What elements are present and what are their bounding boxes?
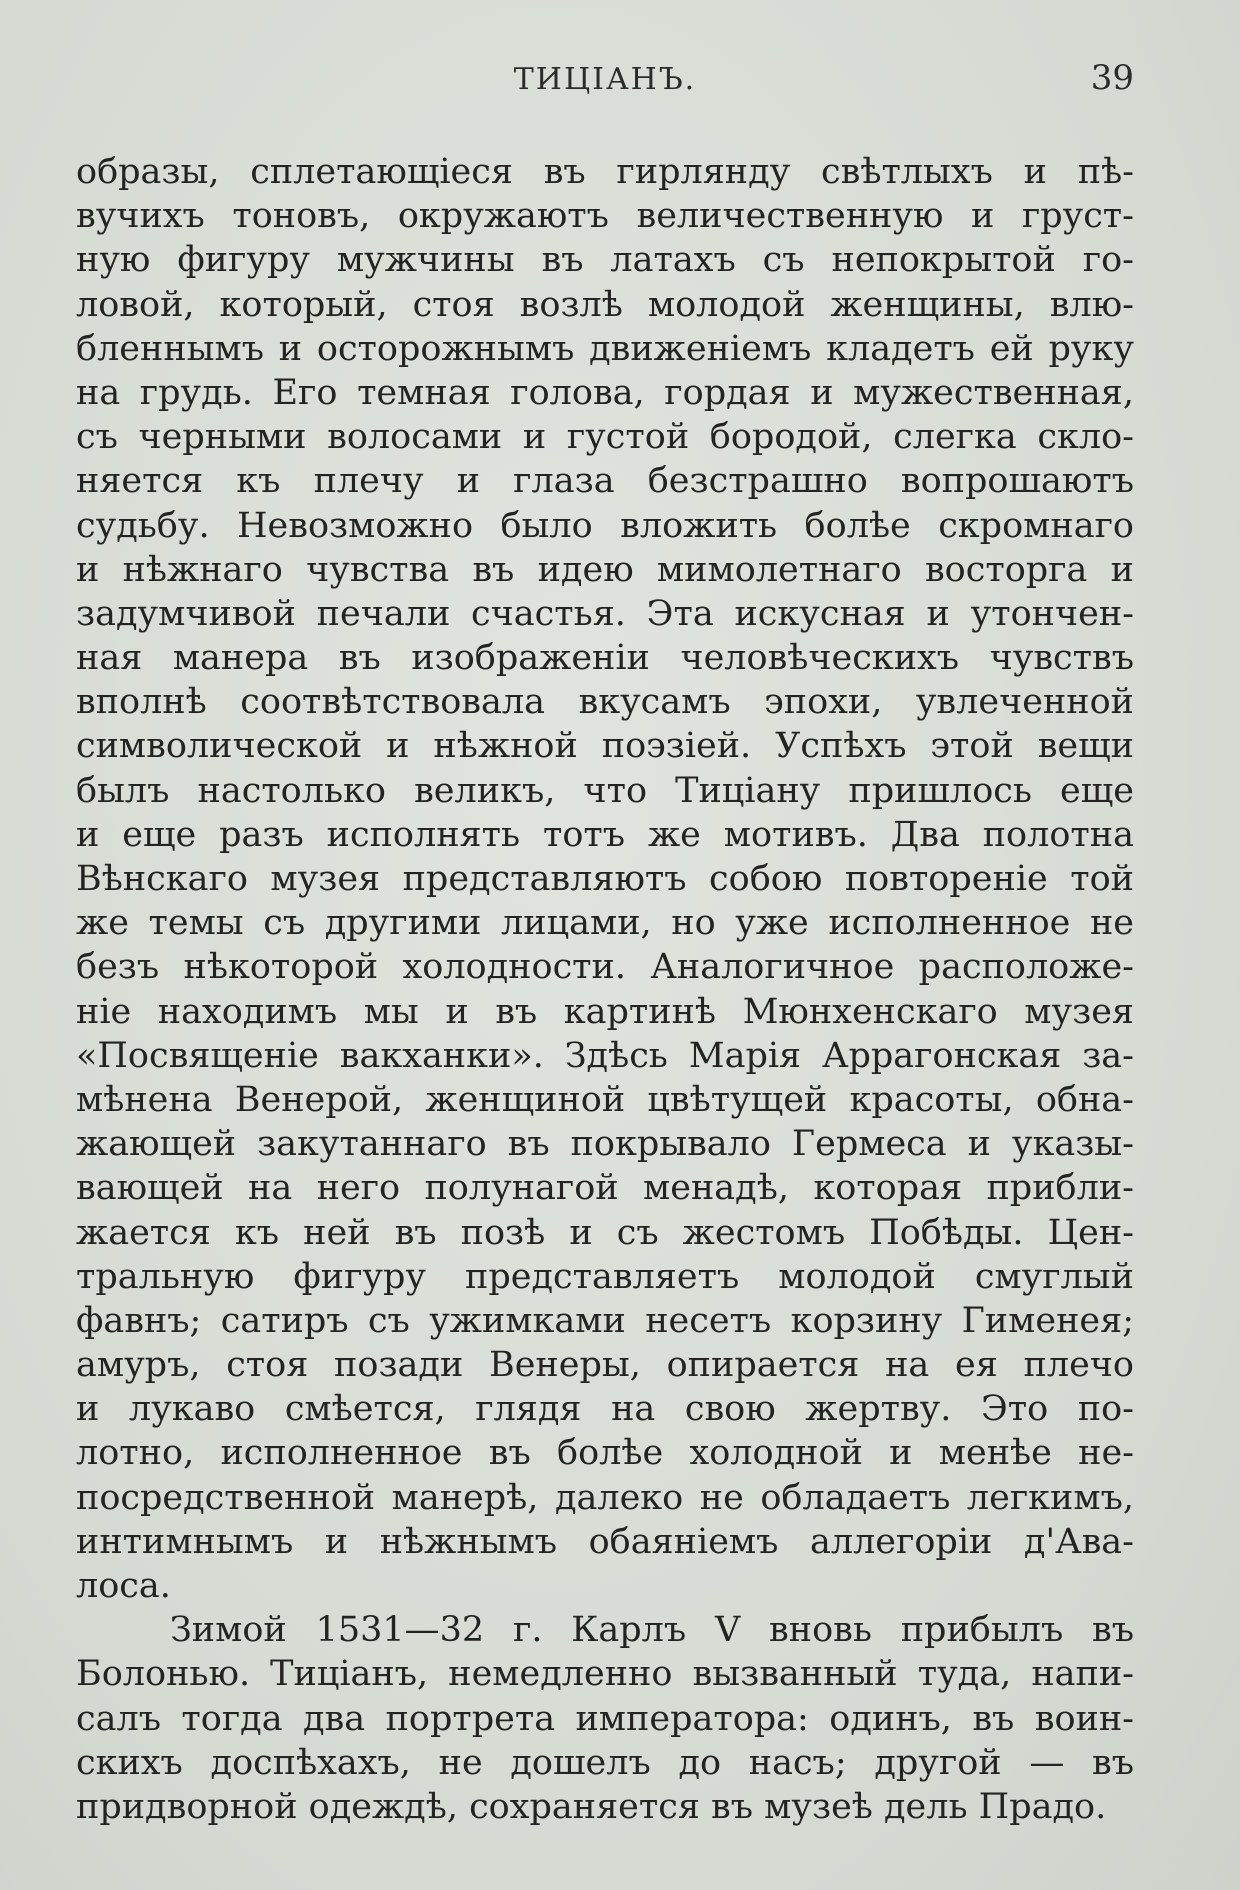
text-line: Зимой 1531—32 г. Карлъ V вновь прибылъ въ [170,1610,1134,1651]
text-line: няется къ плечу и глаза безстрашно вопрошаютъ [76,461,1134,502]
text-line: образы, сплетающiеся въ гирлянду свѣтлыхъ и пѣ- [76,152,1134,192]
text-line: жается къ ней въ позѣ и съ жестомъ Побѣды. Цен- [76,1212,1134,1253]
text-line: салъ тогда два портрета императора: одинъ, въ воин- [76,1698,1134,1739]
paragraph [76,1608,1134,1829]
text-line: ную фигуру мужчины въ латахъ съ непокрытой го- [76,240,1134,281]
text-line: ловой, который, стоя возлѣ молодой женщины, влю- [76,284,1134,325]
text-line: ная манера въ изображенiи человѣческихъ чувствъ [76,638,1134,679]
text-line: и нѣжнаго чувства въ идею мимолетнаго восторга и [76,549,1134,590]
text-line: лотно, исполненное въ болѣе холодной и менѣе не- [76,1433,1134,1474]
text-line: и еще разъ исполнять тотъ же мотивъ. Два полотна [76,814,1134,855]
text-line: судьбу. Невозможно было вложить болѣе скромнаго [76,505,1134,546]
text-line: Болонью. Тицiанъ, немедленно вызванный туда, напи- [76,1654,1134,1695]
text-line: и лукаво смѣется, глядя на свою жертву. Это по- [76,1389,1134,1430]
text-line: безъ нѣкоторой холодности. Аналогичное расположе- [76,947,1134,988]
text-line: задумчивой печали счастья. Эта искусная и утончен- [76,593,1134,634]
text-line: лоса. [76,1566,171,1606]
text-line: вполнѣ соотвѣтствовала вкусамъ эпохи, увлеченной [76,682,1134,723]
text-line: фавнъ; сатиръ съ ужимками несетъ корзину Гименея; [76,1300,1134,1341]
text-line: интимнымъ и нѣжнымъ обаянiемъ аллегорiи д'Ава- [76,1521,1134,1562]
page-number: 39 [1090,58,1134,98]
text-line: мѣнена Венерой, женщиной цвѣтущей красоты, обна- [76,1079,1134,1120]
text-line: съ черными волосами и густой бородой, слегка скло- [76,417,1134,458]
text-line: жающей закутаннаго въ покрывало Гермеса и указы- [76,1124,1134,1165]
text-line: «Посвященiе вакханки». Здѣсь Марiя Аррагонская за- [76,1035,1134,1076]
page-header [76,58,1134,112]
text-line: нiе находимъ мы и въ картинѣ Мюнхенскаго музея [76,991,1134,1032]
body-text [76,150,1134,1829]
text-line: же темы съ другими лицами, но уже исполненное не [76,903,1134,944]
text-line: на грудь. Его темная голова, гордая и мужественная, [76,372,1134,413]
text-line: былъ настолько великъ, что Тицiану пришлось еще [76,770,1134,811]
text-line: придворной одеждѣ, сохраняется въ музеѣ дель Прадо. [76,1786,1107,1827]
text-line: амуръ, стоя позади Венеры, опирается на ея плечо [76,1345,1134,1386]
text-line: Вѣнскаго музея представляютъ собою повторенiе той [76,859,1134,899]
running-title: ТИЦIАНЪ. [513,62,697,97]
text-line: бленнымъ и осторожнымъ движенiемъ кладетъ ей руку [76,328,1134,369]
text-line: символической и нѣжной поэзiей. Успѣхъ этой вещи [76,726,1134,767]
text-line: вающей на него полунагой менадѣ, которая прибли- [76,1168,1134,1209]
text-line: скихъ доспѣхахъ, не дошелъ до насъ; другой — въ [76,1742,1134,1783]
paragraph [76,150,1134,1608]
text-line: тральную фигуру представляетъ молодой смуглый [76,1256,1134,1297]
text-line: вучихъ тоновъ, окружаютъ величественную и груст- [76,196,1134,237]
text-line: посредственной манерѣ, далеко не обладаетъ легкимъ, [76,1477,1134,1518]
